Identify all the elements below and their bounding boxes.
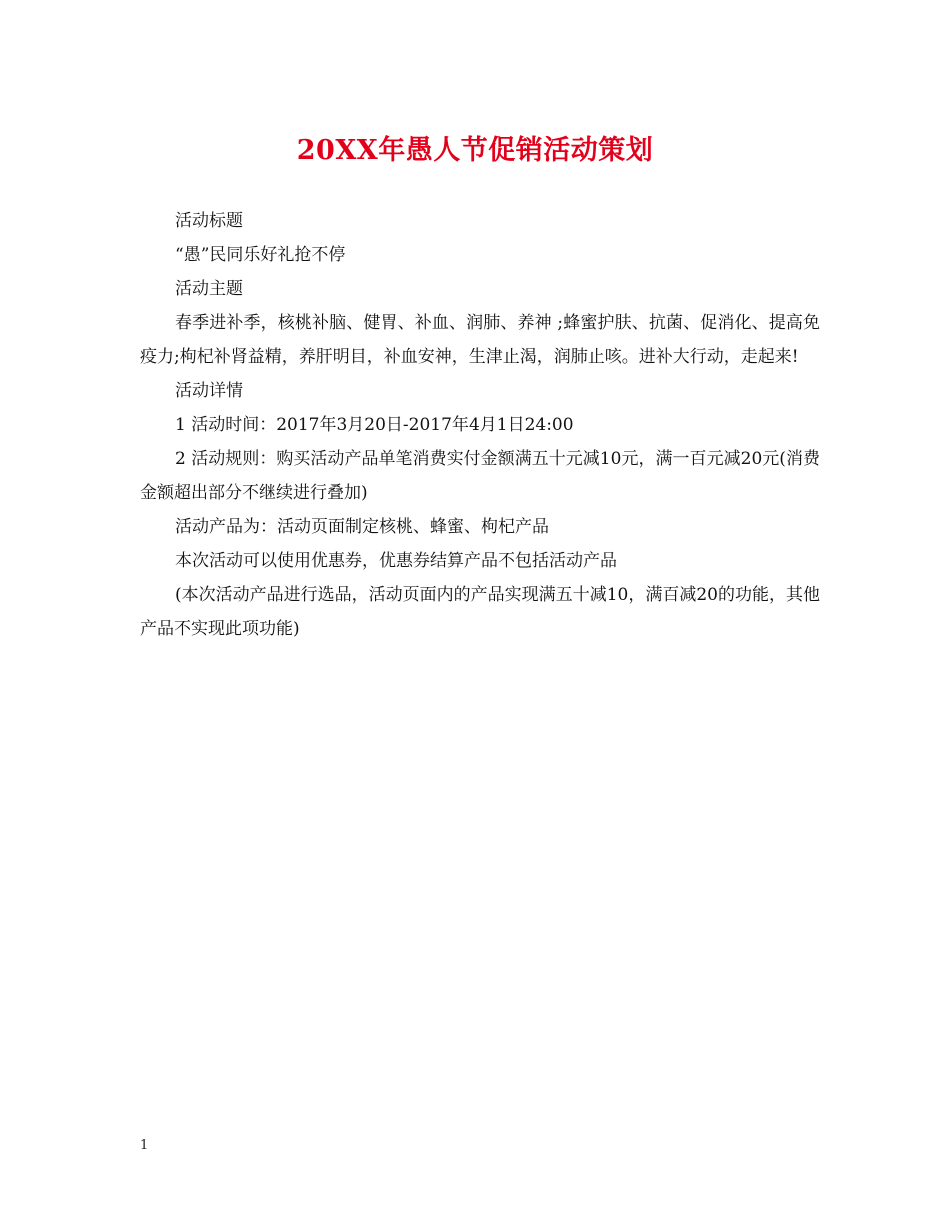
paragraph-activity-rules: 2 活动规则：购买活动产品单笔消费实付金额满五十元减10元，满一百元减20元(消费金额超出部分不继续进行叠加) [140, 449, 820, 503]
document-title: 20XX年愚人节促销活动策划 [296, 135, 654, 166]
section-heading-theme: 活动主题 [175, 279, 243, 299]
document-body [140, 204, 820, 646]
section-heading-title: 活动标题 [175, 211, 243, 231]
paragraph-theme-text: 春季进补季，核桃补脑、健胃、补血、润肺、养神 ;蜂蜜护肤、抗菌、促消化、提高免疫力;枸杞补肾益精，养肝明目，补血安神，生津止渴，润肺止咳。进补大行动，走起来! [140, 313, 820, 367]
paragraph-selection-note: (本次活动产品进行选品，活动页面内的产品实现满五十减10，满百减20的功能，其他产品不实现此项功能) [140, 585, 820, 639]
paragraph-activity-time: 1 活动时间：2017年3月20日-2017年4月1日24:00 [175, 415, 574, 435]
paragraph-title-text: “愚”民同乐好礼抢不停 [175, 245, 346, 265]
paragraph-activity-products: 活动产品为：活动页面制定核桃、蜂蜜、枸杞产品 [175, 517, 549, 537]
page-number: 1 [140, 1138, 149, 1153]
paragraph-coupon-note: 本次活动可以使用优惠券，优惠券结算产品不包括活动产品 [175, 551, 617, 571]
section-heading-details: 活动详情 [175, 381, 243, 401]
